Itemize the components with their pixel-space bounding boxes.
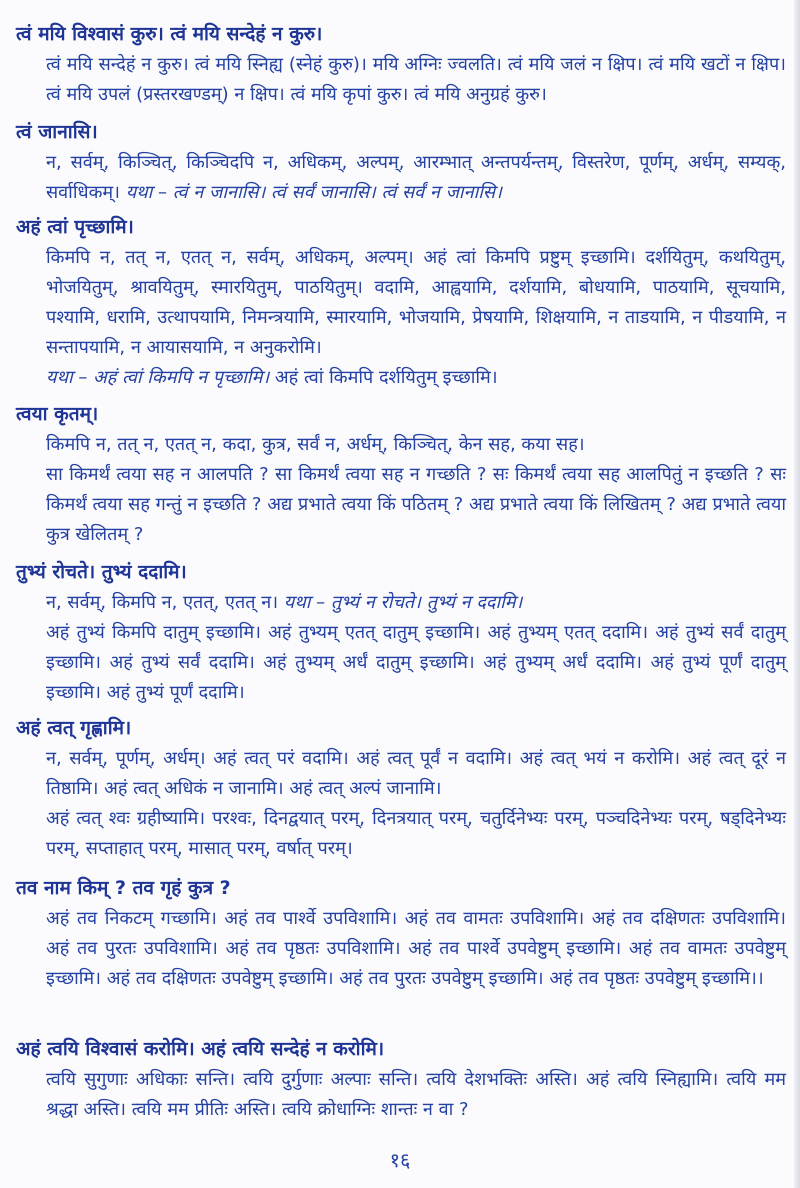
section-heading: त्वया कृतम्। xyxy=(16,403,99,425)
paragraph xyxy=(46,588,786,618)
paragraph xyxy=(46,243,786,363)
example-text: यथा – त्वं न जानासि। त्वं सर्वं जानासि। त्वं सर्वं न जानासि। xyxy=(125,182,502,203)
paragraph-text: अहं त्वत् श्वः ग्रहीष्यामि। परश्वः, दिनद्वयात् परम्, दिनत्रयात् परम्, चतुर्दिनेभ्यः परम्, पञ्चदिनेभ्यः परम्, षड्दिनेभ्यः परम्, सप्ताहात् परम्, मासात् परम्, वर्षात् परम्। xyxy=(46,808,786,859)
paragraph-text: अहं तुभ्यं किमपि दातुम् इच्छामि। अहं तुभ्यम् एतत् दातुम् इच्छामि। अहं तुभ्यम् एतत् ददामि। अहं तुभ्यं सर्वं दातुम् इच्छामि। अहं तुभ्यं सर्वं ददामि। अहं तुभ्यम् अर्धं दातुम् इच्छामि। अहं तुभ्यम् अर्धं ददामि। अहं तुभ्यं पूर्णं दातुम् इच्छामि। अहं तुभ्यं पूर्णं ददामि। xyxy=(46,622,786,703)
paragraph xyxy=(46,744,786,804)
paragraph xyxy=(46,460,786,550)
paragraph xyxy=(46,904,786,994)
paragraph-text: न, सर्वम्, किञ्चित्, किञ्चिदपि न, अधिकम्, अल्पम्, आरम्भात् अन्तपर्यन्तम्, विस्तरेण, पूर्णम्, अर्धम्, सम्यक्, सर्वाधिकम्। xyxy=(46,152,786,203)
paragraph xyxy=(46,804,786,864)
paragraph-text: न, सर्वम्, किमपि न, एतत्, एतत् न। xyxy=(46,592,279,613)
page-number: १६ xyxy=(389,1148,411,1172)
paragraph xyxy=(46,430,786,460)
section-heading: अहं त्वत् गृह्णामि। xyxy=(16,717,132,739)
section-body xyxy=(46,243,786,393)
paragraph-text: त्वं मयि सन्देहं न कुरु। त्वं मयि स्निह्य (स्नेहं कुरु)। मयि अग्निः ज्वलति। त्वं मयि जलं न क्षिप। त्वं मयि खटों न क्षिप। त्वं मयि उपलं (प्रस्तरखण्डम्) न क्षिप। त्वं मयि कृपां कुरु। त्वं मयि अनुग्रहं कुरु। xyxy=(46,54,786,105)
section-body xyxy=(46,588,786,708)
section-heading: अहं त्वां पृच्छामि। xyxy=(16,216,134,238)
paragraph-text: किमपि न, तत् न, एतत् न, कदा, कुत्र, सर्वं न, अर्धम्, किञ्चित्, केन सह, कया सह। xyxy=(46,434,585,455)
section-heading: त्वं जानासि। xyxy=(16,121,98,143)
paragraph-text: किमपि न, तत् न, एतत् न, सर्वम्, अधिकम्, अल्पम्। अहं त्वां किमपि प्रष्टुम् इच्छामि। दर्शयितुम्, कथयितुम्, भोजयितुम्, श्रावयितुम्, स्मारयितुम्, पाठयितुम्। वदामि, आह्वयामि, दर्शयामि, बोधयामि, पाठयामि, सूचयामि, पश्यामि, धरामि, उत्थापयामि, निमन्त्रयामि, स्मारयामि, भोजयामि, प्रेषयामि, शिक्षयामि, न ताडयामि, न पीडयामि, न सन्तापयामि, न आयासयामि, न अनुकरोमि। xyxy=(46,247,786,358)
paragraph-text: अहं त्वां किमपि दर्शयितुम् इच्छामि। xyxy=(274,367,498,388)
section-heading: तुभ्यं रोचते। तुभ्यं ददामि। xyxy=(16,561,187,583)
page-edge-shadow xyxy=(794,0,800,1188)
paragraph-text: अहं तव निकटम् गच्छामि। अहं तव पार्श्वे उपविशामि। अहं तव वामतः उपविशामि। अहं तव दक्षिणतः उपविशामि। अहं तव पुरतः उपविशामि। अहं तव पृष्ठतः उपविशामि। अहं तव पार्श्वे उपवेष्टुम् इच्छामि। अहं तव वामतः उपवेष्टुम् इच्छामि। अहं तव दक्षिणतः उपवेष्टुम् इच्छामि। अहं तव पुरतः उपवेष्टुम् इच्छामि। अहं तव पृष्ठतः उपवेष्टुम् इच्छामि।। xyxy=(46,908,786,989)
section-heading: त्वं मयि विश्वासं कुरु। त्वं मयि सन्देहं न कुरु। xyxy=(16,23,323,45)
section-body xyxy=(46,50,786,110)
paragraph xyxy=(46,363,786,393)
example-text: यथा – अहं त्वां किमपि न पृच्छामि। xyxy=(46,367,270,388)
paragraph xyxy=(46,1065,786,1125)
paragraph xyxy=(46,50,786,110)
section-body xyxy=(46,430,786,550)
section-heading: तव नाम किम् ? तव गृहं कुत्र ? xyxy=(16,877,231,899)
paragraph-text: त्वयि सुगुणाः अधिकाः सन्ति। त्वयि दुर्गुणाः अल्पाः सन्ति। त्वयि देशभक्तिः अस्ति। अहं त्वयि स्निह्यामि। त्वयि मम श्रद्धा अस्ति। त्वयि मम प्रीतिः अस्ति। त्वयि क्रोधाग्निः शान्तः न वा ? xyxy=(46,1069,786,1120)
section-body xyxy=(46,148,786,208)
paragraph-text: सा किमर्थं त्वया सह न आलपति ? सा किमर्थं त्वया सह न गच्छति ? सः किमर्थं त्वया सह आलपितुं न इच्छति ? सः किमर्थं त्वया सह गन्तुं न इच्छति ? अद्य प्रभाते त्वया किं पठितम् ? अद्य प्रभाते त्वया किं लिखितम् ? अद्य प्रभाते त्वया कुत्र खेलितम् ? xyxy=(46,464,786,545)
paragraph-text: न, सर्वम्, पूर्णम्, अर्धम्। अहं त्वत् परं वदामि। अहं त्वत् पूर्वं न वदामि। अहं त्वत् भयं न करोमि। अहं त्वत् दूरं न तिष्ठामि। अहं त्वत् अधिकं न जानामि। अहं त्वत् अल्पं जानामि। xyxy=(46,748,786,799)
section-heading: अहं त्वयि विश्वासं करोमि। अहं त्वयि सन्देहं न करोमि। xyxy=(16,1038,385,1060)
paragraph xyxy=(46,618,786,708)
paragraph xyxy=(46,148,786,208)
example-text: यथा – तुभ्यं न रोचते। तुभ्यं न ददामि। xyxy=(283,592,523,613)
section-body xyxy=(46,1065,786,1125)
section-body xyxy=(46,744,786,864)
section-body xyxy=(46,904,786,994)
